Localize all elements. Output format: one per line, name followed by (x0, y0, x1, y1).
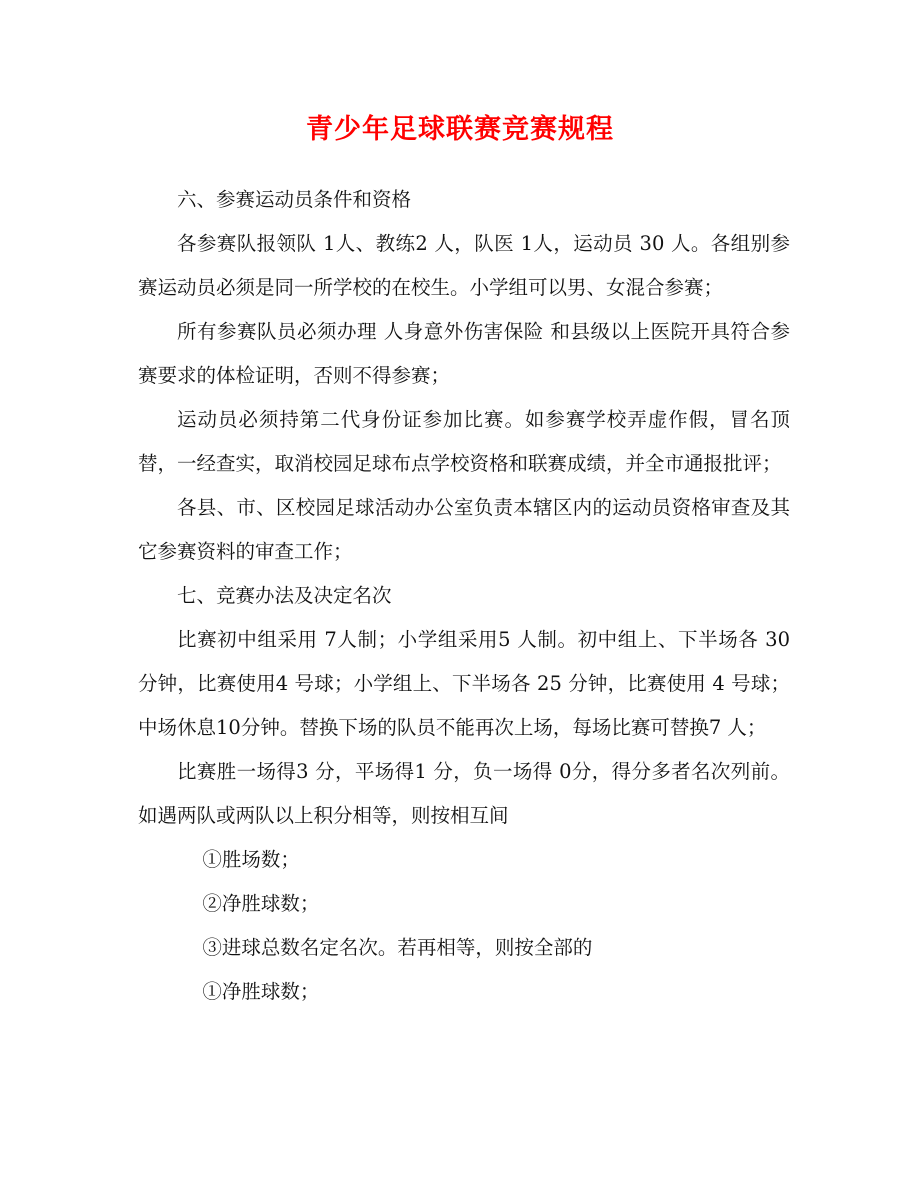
paragraph-match-format: 比赛初中组采用 7人制；小学组采用5 人制。初中组上、下半场各 30 分钟，比赛使用4 号球；小学组上、下半场各 25 分钟，比赛使用 4 号球；中场休息10分钟。替换下场的队员不能再次上场，每场比赛可替换7 人； (138, 628, 790, 739)
section-heading-6: 六、参赛运动员条件和资格 (177, 188, 412, 211)
paragraph-insurance: 所有参赛队员必须办理 人身意外伤害保险 和县级以上医院开具符合参赛要求的体检证明，否则不得参赛； (138, 320, 790, 387)
list-item-overall-goal-difference: ①净胜球数； (202, 980, 320, 1003)
section-heading-7: 七、竞赛办法及决定名次 (177, 584, 392, 607)
paragraph-id-card: 运动员必须持第二代身份证参加比赛。如参赛学校弄虚作假，冒名顶替，一经查实，取消校园足球布点学校资格和联赛成绩，并全市通报批评； (138, 408, 790, 475)
document-body (138, 178, 790, 1014)
paragraph-team-roster: 各参赛队报领队 1人、教练2 人，队医 1人，运动员 30 人。各组别参赛运动员必须是同一所学校的在校生。小学组可以男、女混合参赛； (138, 232, 790, 299)
list-item-goal-difference: ②净胜球数； (202, 892, 320, 915)
paragraph-qualification-review: 各县、市、区校园足球活动办公室负责本辖区内的运动员资格审查及其它参赛资料的审查工作； (138, 496, 790, 563)
paragraph-scoring: 比赛胜一场得3 分，平场得1 分，负一场得 0分，得分多者名次列前。如遇两队或两队以上积分相等，则按相互间 (138, 760, 790, 827)
list-item-wins: ①胜场数； (202, 848, 300, 871)
list-item-goals-scored: ③进球总数名定名次。若再相等，则按全部的 (202, 936, 593, 959)
document-title: 青少年足球联赛竞赛规程 (306, 114, 614, 145)
